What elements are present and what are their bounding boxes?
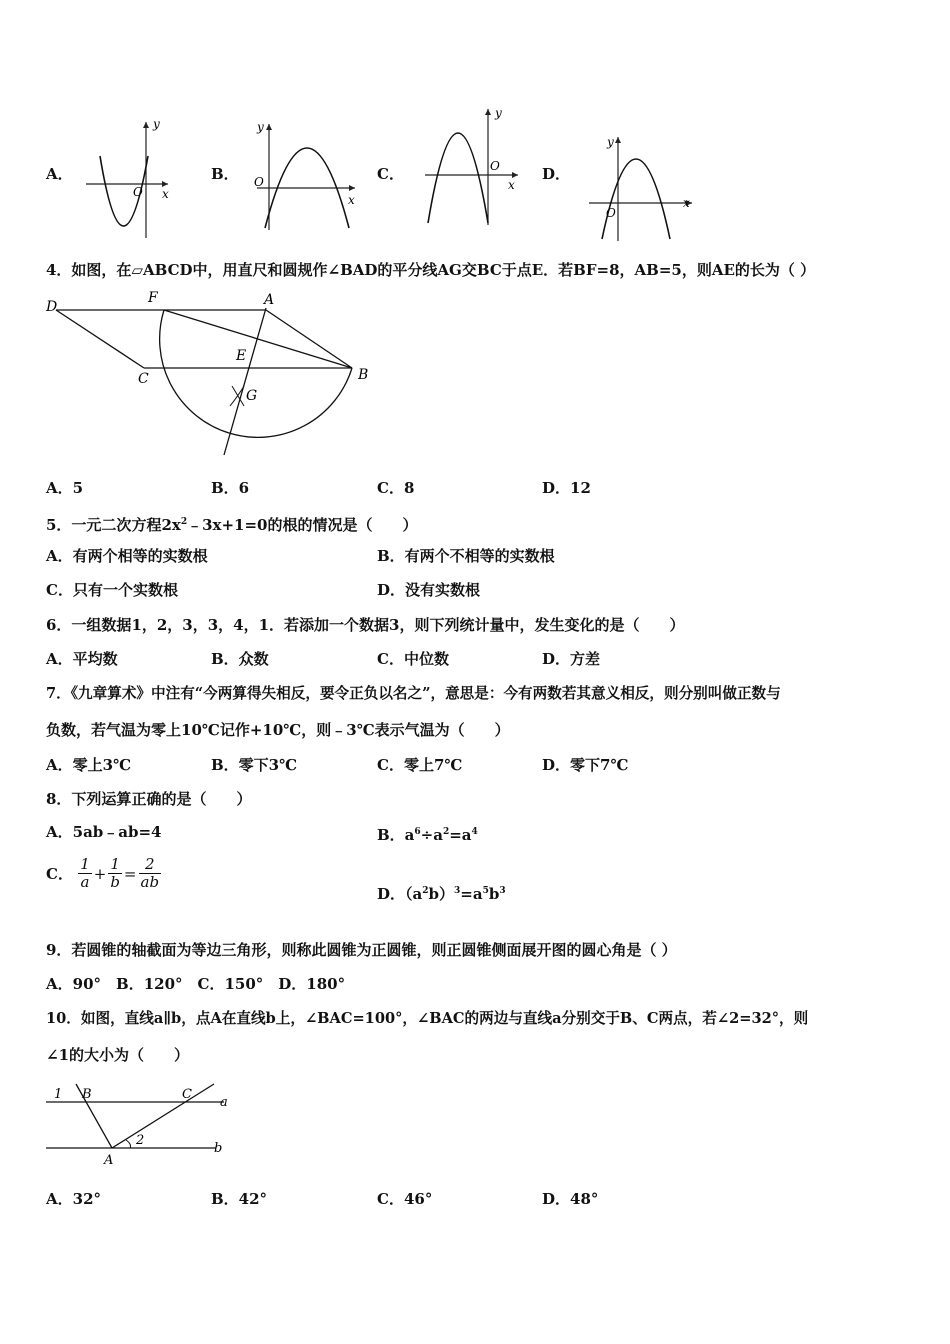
q8d-mid: b） (428, 885, 454, 903)
label-f: F (148, 290, 158, 306)
equals-sign: = (123, 864, 137, 883)
q8d-sup3: 5 (482, 886, 489, 896)
label-a: A (264, 292, 275, 308)
q8-option-c[interactable] (46, 856, 161, 891)
q10-option-a[interactable]: A．32° (46, 1190, 102, 1208)
q7-stem-line1: 7．《九章算术》中注有“今两算得失相反，要令正负以名之”，意思是：今有两数若其意义相反，则分别叫做正数与 (46, 685, 781, 702)
q10-stem-line1: 10．如图，直线a∥b，点A在直线b上，∠BAC=100°，∠BAC的两边与直线a分别交于B、C两点，若∠2=32°，则 (46, 1010, 809, 1027)
label-line-b: b (214, 1141, 223, 1156)
arc (160, 310, 352, 437)
label-angle-1: 1 (54, 1087, 63, 1102)
q8b-sup3: 4 (471, 827, 478, 837)
q5-option-c[interactable]: C．只有一个实数根 (46, 581, 178, 599)
label-e: E (236, 348, 247, 364)
q6-option-c[interactable]: C．中位数 (377, 650, 449, 668)
denominator: ab (140, 873, 160, 891)
q8b-eq: =a (449, 826, 472, 844)
q7-option-d[interactable]: D．零下7℃ (542, 756, 629, 774)
q3-graph-a[interactable] (78, 118, 178, 243)
q8c-label: C． (46, 865, 73, 883)
denominator: b (110, 873, 120, 891)
parabola-curve (602, 159, 670, 239)
q3-graph-c[interactable] (420, 105, 530, 230)
fraction-2-over-ab (139, 856, 162, 891)
q8d-sup2: 3 (454, 886, 461, 896)
q8-option-d[interactable] (377, 881, 506, 904)
q8-option-b[interactable] (377, 822, 478, 845)
origin-label: O (490, 159, 500, 173)
q4-option-b[interactable]: B．6 (211, 479, 250, 497)
q5-stem-pre: 5．一元二次方程2x (46, 516, 181, 534)
label-d: D (46, 299, 58, 315)
q7-option-b[interactable]: B．零下3℃ (211, 756, 298, 774)
y-arrow-icon (266, 124, 272, 130)
y-label: y (153, 118, 160, 131)
q8d-pre: D．（a (377, 885, 423, 903)
numerator: 1 (80, 855, 90, 873)
q4-figure (44, 290, 379, 460)
q7-option-c[interactable]: C．零上7℃ (377, 756, 463, 774)
q3-graph-d[interactable] (584, 133, 699, 245)
label-b-point: B (82, 1087, 92, 1102)
q8b-pre: B．a (377, 826, 415, 844)
x-label: x (508, 178, 515, 192)
q6-stem: 6．一组数据1，2，3，3，4，1．若添加一个数据3，则下列统计量中，发生变化的是（ ） (46, 616, 685, 634)
q6-option-a[interactable]: A．平均数 (46, 650, 118, 668)
label-c-point: C (182, 1087, 192, 1102)
numerator: 1 (108, 856, 122, 874)
plus-sign: + (93, 864, 107, 883)
q8b-sup2: 2 (442, 827, 450, 837)
q5-option-a[interactable]: A．有两个相等的实数根 (46, 547, 208, 565)
label-g: G (246, 388, 258, 404)
q4-option-c[interactable]: C．8 (377, 479, 415, 497)
y-label: y (607, 135, 614, 149)
q8-option-a[interactable]: A．5ab﹣ab=4 (46, 823, 162, 841)
x-label: x (162, 187, 169, 201)
origin-label: O (133, 185, 143, 199)
q3-option-c-label[interactable]: C． (377, 165, 404, 183)
q10-stem-line2: ∠1的大小为（ ） (46, 1046, 190, 1064)
q8b-sup1: 6 (414, 827, 421, 837)
segment-dc (56, 310, 144, 368)
q10-option-b[interactable]: B．42° (211, 1190, 268, 1208)
q3-option-b-label[interactable]: B． (211, 165, 239, 183)
q5-stem-post: ﹣3x+1=0的根的情况是（ ） (187, 516, 418, 534)
q8b-mid: ÷a (420, 826, 443, 844)
x-label: x (348, 193, 355, 207)
q3-option-d-label[interactable]: D． (542, 165, 571, 183)
q4-option-d[interactable]: D．12 (542, 479, 591, 497)
parabola-curve (428, 133, 488, 223)
numerator: 2 (139, 856, 162, 874)
origin-label: O (254, 175, 264, 189)
q6-option-b[interactable]: B．众数 (211, 650, 269, 668)
label-a-point: A (104, 1153, 114, 1168)
segment-ac (112, 1084, 214, 1148)
label-angle-2: 2 (136, 1133, 145, 1148)
label-c: C (138, 371, 149, 387)
q8d-b: b (488, 885, 500, 903)
q10-option-d[interactable]: D．48° (542, 1190, 599, 1208)
origin-label: O (606, 206, 616, 220)
x-arrow-icon (349, 185, 355, 191)
y-label: y (495, 106, 502, 120)
q6-option-d[interactable]: D．方差 (542, 650, 601, 668)
y-label: y (257, 120, 264, 134)
label-b: B (358, 367, 369, 383)
q4-option-a[interactable]: A．5 (46, 479, 84, 497)
label-line-a: a (220, 1095, 228, 1110)
q8d-eq: =a (460, 885, 483, 903)
q5-stem (46, 512, 418, 535)
q5-option-d[interactable]: D．没有实数根 (377, 581, 481, 599)
fraction-1-over-a (78, 856, 92, 891)
denominator: a (80, 873, 90, 891)
angle-2-arc (126, 1140, 131, 1148)
y-arrow-icon (485, 109, 491, 115)
q3-graph-b[interactable] (245, 118, 360, 233)
q5-stem-sup: 2 (180, 517, 188, 527)
q4-stem: 4．如图，在▱ABCD中，用直尺和圆规作∠BAD的平分线AG交BC于点E．若BF=8，AB=5，则AE的长为（ ） (46, 261, 816, 279)
q7-stem-line2: 负数，若气温为零上10℃记作+10℃，则﹣3℃表示气温为（ ） (46, 721, 510, 739)
q10-figure (44, 1076, 236, 1168)
q8d-sup4: 3 (499, 886, 506, 896)
q10-option-c[interactable]: C．46° (377, 1190, 433, 1208)
q8-stem: 8．下列运算正确的是（ ） (46, 790, 252, 808)
x-label: x (683, 196, 690, 210)
q9-stem: 9．若圆锥的轴截面为等边三角形，则称此圆锥为正圆锥，则正圆锥侧面展开图的圆心角是（ ） (46, 941, 677, 959)
q9-options[interactable]: A．90° B．120° C．150° D．180° (46, 975, 346, 993)
y-arrow-icon (143, 122, 149, 128)
fraction-1-over-b (108, 856, 122, 891)
q8d-sup1: 2 (422, 886, 429, 896)
q5-option-b[interactable]: B．有两个不相等的实数根 (377, 547, 555, 565)
q3-option-a-label[interactable]: A． (46, 165, 73, 183)
y-arrow-icon (615, 137, 621, 143)
segment-ab (266, 310, 352, 368)
q7-option-a[interactable]: A．零上3℃ (46, 756, 132, 774)
segment-fb (164, 310, 352, 368)
